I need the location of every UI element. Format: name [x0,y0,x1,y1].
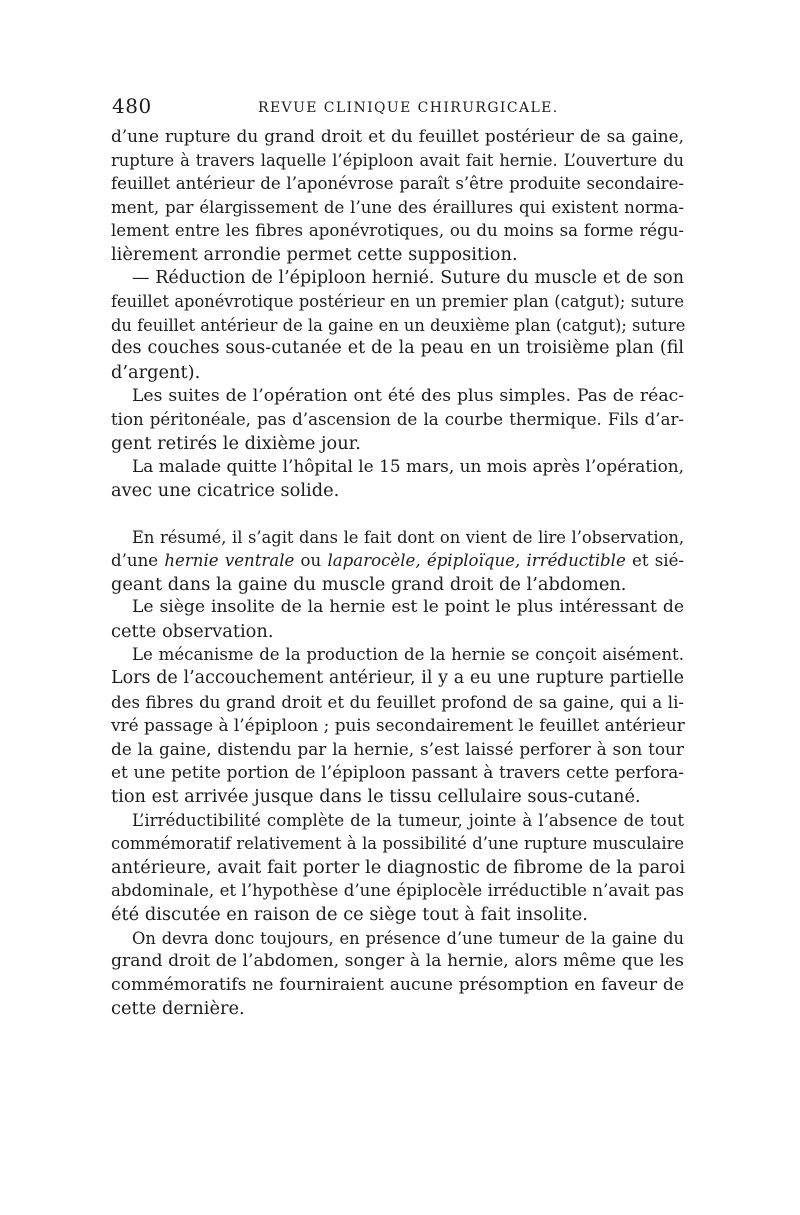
text-line: cette dernière. [111,998,245,1020]
paragraph [111,596,684,643]
text-line: des couches sous-cutanée et de la peau en un troisième plan (fil [111,338,684,359]
page-body [111,125,684,1021]
text-line: cette observation. [111,620,274,642]
paragraph [111,526,684,597]
text-line: On devra donc toujours, en présence d’une tumeur de la gaine du [132,928,684,948]
text-line: grand droit de l’abdomen, songer à la hernie, alors même que les [111,951,684,972]
text-line: avec une cicatrice solide. [111,479,340,501]
text-line: de la gaine, distendu par la hernie, s’est laissé perforer à son tour [111,738,684,759]
paragraph [111,643,684,808]
text-line: feuillet aponévrotique postérieur en un premier plan (catgut); suture [111,292,684,312]
text-line: commémoratifs ne fourniraient aucune présomption en faveur de [111,974,684,995]
text-line: d’argent). [111,361,201,383]
text-line: tion est arrivée jusque dans le tissu cellulaire sous-cutané. [111,786,641,808]
text-line: lement entre les fibres aponévrotiques, ou du moins sa forme régu- [111,221,684,241]
paragraph [111,267,684,385]
text-line: Les suites de l’opération ont été des plus simples. Pas de réac- [132,385,684,406]
text-line: été discutée en raison de ce siège tout à fait insolite. [111,904,588,925]
text-line: abdominale, et l’hypothèse d’une épiplocèle irréductible n’avait pas [111,881,684,901]
text-line: tion péritonéale, pas d’ascension de la courbe thermique. Fils d’ar- [111,410,684,430]
text-line: lièrement arrondie permet cette supposition. [111,243,518,265]
italic-term: hernie ventrale [164,551,295,571]
text-line: L’irréductibilité complète de la tumeur, jointe à l’absence de tout [132,810,684,830]
paragraph [111,927,684,1021]
running-head: REVUE CLINIQUE CHIRURGICALE. [258,100,559,116]
text-line: ment, par élargissement de l’une des éraillures qui existent norma- [111,197,684,217]
text-run: ou [294,551,328,571]
paragraph [111,385,684,456]
text-line: gent retirés le dixième jour. [111,432,361,454]
text-run: d’une [111,551,165,571]
text-line: Le mécanisme de la production de la hernie se conçoit aisément. [132,645,684,665]
text-line: feuillet antérieur de l’aponévrose paraît s’être produite secondaire- [111,174,684,194]
text-line: En résumé, il s’agit dans le fait dont on vient de lire l’observation, [132,527,684,547]
text-line: commémoratif relativement à la possibilité d’une rupture musculaire [111,834,684,854]
text-line: Le siège insolite de la hernie est le point le plus intéressant de [132,597,684,618]
text-line: et une petite portion de l’épiploon passant à travers cette perfora- [111,762,684,783]
paragraph [111,125,684,267]
paragraph [111,455,684,502]
text-run: et sié- [625,551,685,571]
text-line: des fibres du grand droit et du feuillet profond de sa gaine, qui a li- [111,692,684,712]
text-line: Lors de l’accouchement antérieur, il y a eu une rupture partielle [111,668,684,689]
page-header [0,94,800,124]
text-line [111,549,684,573]
text-line: La malade quitte l’hôpital le 15 mars, un mois après l’opération, [132,456,684,477]
text-line: antérieure, avait fait porter le diagnostic de fibrome de la paroi [111,856,686,878]
text-line: — Réduction de l’épiploon hernié. Suture du muscle et de son [132,267,684,288]
text-line: vré passage à l’épiploon ; puis secondairement le feuillet antérieur [111,715,685,736]
text-line: d’une rupture du grand droit et du feuillet postérieur de sa gaine, [111,126,684,146]
italic-term: laparocèle, épiploïque, irréductible [327,551,626,571]
text-line: geant dans la gaine du muscle grand droit de l’abdomen. [111,573,627,595]
text-line: du feuillet antérieur de la gaine en un deuxième plan (catgut); suture [111,315,686,335]
text-line: rupture à travers laquelle l’épiploon avait fait hernie. L’ouverture du [111,150,684,170]
section-gap [111,503,684,526]
page-number: 480 [112,94,152,118]
paragraph [111,809,684,927]
